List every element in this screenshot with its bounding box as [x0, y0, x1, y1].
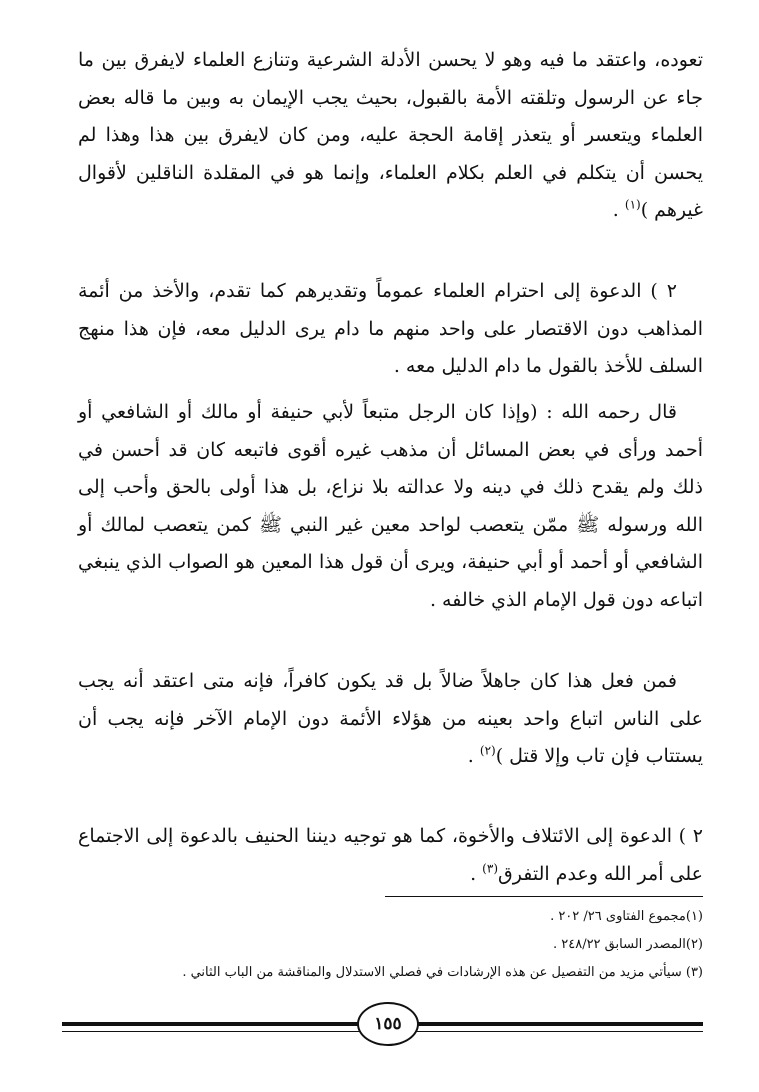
paragraph-text: ٢ ) الدعوة إلى الائتلاف والأخوة، كما هو توجيه ديننا الحنيف بالدعوة إلى الاجتماع على أمر الله وعدم التفرق — [78, 825, 703, 885]
paragraph-continued-quote — [78, 42, 703, 230]
paragraph-quote-continued — [78, 663, 703, 776]
footnote-ref-2: (٢) — [479, 743, 496, 758]
paragraph-text: فمن فعل هذا كان جاهلاً ضالاً بل قد يكون كافراً، فإنه متى اعتقد أنه يجب على الناس اتباع واحد بعينه من هؤلاء الأئمة دون الإمام الآخر فإنه يجب أن يستتاب فإن تاب وإلا قتل ) — [78, 670, 703, 767]
page-number-text: ١٥٥ — [374, 1014, 402, 1034]
paragraph-end: . — [467, 745, 480, 767]
paragraph-text: قال رحمه الله : (وإذا كان الرجل متبعاً لأبي حنيفة أو مالك أو الشافعي أو أحمد ورأى في بعض المسائل أن مذهب غيره أقوى فاتبعه كان قد أحسن في ذلك ولم يقدح ذلك في دينه ولا عدالته بلا نزاع، بل هذا أولى بالحق وأحب إلى الله ورسوله ﷺ ممّن يتعصب لواحد معين غير النبي ﷺ كمن يتعصب لمالك أو الشافعي أو أحمد أو أبي حنيفة، ويرى أن قول هذا المعين هو الصواب الذي ينبغي اتباعه دون قول الإمام الذي خالفه . — [78, 401, 703, 611]
footnote-divider — [385, 896, 703, 897]
footnote-ref-1: (١) — [624, 197, 641, 212]
paragraph-end: . — [470, 862, 483, 885]
footnote-2: (٢)المصدر السابق ٢٤٨/٢٢ . — [552, 937, 703, 952]
footnote-3: (٣) سيأتي مزيد من التفصيل عن هذه الإرشادات في فصلي الاستدلال والمناقشة من الباب الثاني . — [182, 965, 703, 980]
footnotes — [90, 903, 703, 987]
paragraph-point-unity — [78, 818, 703, 893]
footnote-ref-3: (٣) — [482, 861, 498, 876]
paragraph-end: . — [612, 199, 625, 221]
paragraph-text: ٢ ) الدعوة إلى احترام العلماء عموماً وتقديرهم كما تقدم، والأخذ من أئمة المذاهب دون الاقتصار على واحد منهم ما دام يرى الدليل معه، فإن هذا منهج السلف للأخذ بالقول ما دام الدليل معه . — [78, 280, 703, 377]
paragraph-text: تعوده، واعتقد ما فيه وهو لا يحسن الأدلة الشرعية وتنازع العلماء لايفرق بين ما جاء عن الرسول وتلقته الأمة بالقبول، بحيث يجب الإيمان به وبين ما قاله بعض العلماء ويتعسر أو يتعذر إقامة الحجة عليه، ومن كان لايفرق بين هذا وهذا لم يحسن أن يتكلم في العلم بكلام العلماء، وإنما هو في المقلدة الناقلين لأقوال غيرهم ) — [78, 49, 703, 221]
paragraph-point-respect-scholars — [78, 273, 703, 386]
paragraph-quote-ibn-taymiyyah — [78, 394, 703, 619]
page-number — [357, 1002, 419, 1046]
footnote-1: (١)مجموع الفتاوى ٢٦/ ٢٠٢ . — [550, 909, 703, 924]
